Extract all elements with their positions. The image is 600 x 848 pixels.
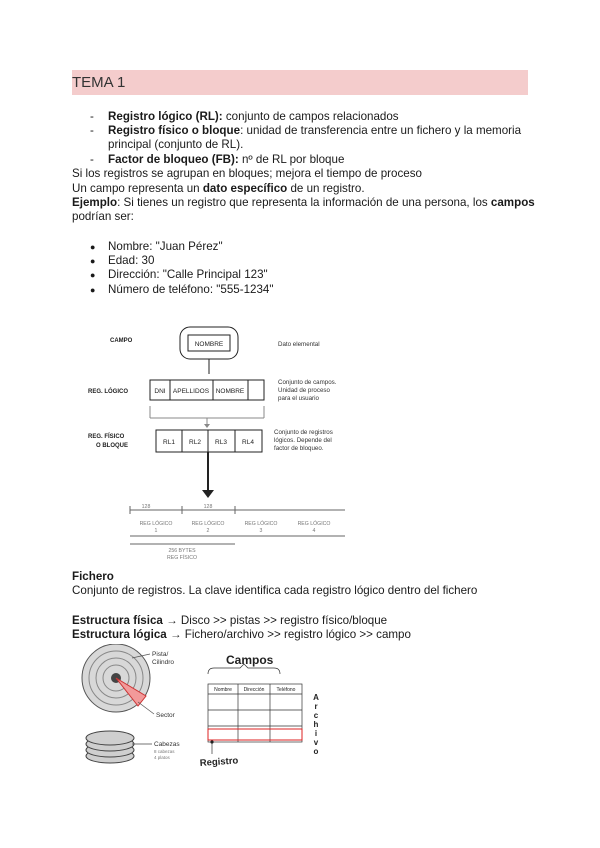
para-bold: dato específico: [202, 182, 288, 195]
para-bold: campos: [490, 196, 535, 209]
cabezas-label: Cabezas: [154, 741, 180, 748]
track-cell: 3: [259, 528, 263, 534]
para-text: : Si tienes un registro que representa la información de una persona, los: [117, 196, 491, 209]
example-label: Ejemplo: [72, 196, 118, 209]
fichero-title: Fichero: [72, 570, 114, 583]
reg-logico-desc: Conjunto de campos.: [278, 379, 337, 386]
table-header: Nombre: [214, 687, 232, 693]
heading-text: TEMA 1: [72, 74, 126, 91]
section-heading: [72, 70, 528, 95]
definition-desc: conjunto de campos relacionados: [222, 110, 399, 123]
table-header: Dirección: [243, 687, 265, 693]
definition-item-1: -: [90, 110, 94, 123]
paragraph-campo: [72, 182, 365, 197]
campo-desc: Dato elemental: [278, 341, 320, 348]
bytes-top: 128: [203, 504, 213, 510]
cabezas-sub: 8 cabezas: [154, 749, 175, 754]
reg-fisico-desc: Conjunto de registros: [274, 429, 333, 436]
archivo-letter: c: [313, 711, 319, 720]
paragraph-blocks: Si los registros se agrupan en bloques; mejora el tiempo de proceso: [72, 167, 422, 180]
track-cell: 4: [312, 528, 316, 534]
reg-logico-desc: Unidad de proceso: [278, 387, 330, 394]
field-item: Número de teléfono: "555-1234": [108, 283, 274, 296]
definition-desc: : unidad de transferencia entre un fichero y la memoria: [240, 124, 522, 137]
estructura-label: Estructura física: [72, 614, 163, 627]
bytes-bottom: REG FÍSICO: [167, 555, 197, 561]
registro-label: Registro: [199, 755, 239, 769]
definition-term: Registro físico o bloque: [108, 124, 241, 137]
estructura-text: → Disco >> pistas >> registro físico/bloque: [162, 614, 388, 627]
pista-label: Pista/: [152, 651, 169, 658]
definition-term: Factor de bloqueo (FB):: [108, 153, 239, 166]
archivo-letter: i: [314, 729, 318, 738]
field-item: Nombre: "Juan Pérez": [108, 240, 223, 253]
archivo-letter: A: [313, 693, 319, 702]
definition-text-1: [108, 110, 399, 125]
highlighted-record: [208, 729, 302, 740]
fichero-text: Conjunto de registros. La clave identifica cada registro lógico dentro del fichero: [72, 584, 478, 597]
bullet-dot: ●: [90, 256, 96, 266]
platters-icon: [86, 731, 152, 763]
estructura-logica: [72, 628, 411, 643]
definition-desc: nº de RL por bloque: [238, 153, 345, 166]
field-item: Dirección: "Calle Principal 123": [108, 268, 268, 281]
sector-label: Sector: [156, 712, 175, 719]
archivo-letter: h: [313, 720, 319, 729]
field-item: Edad: 30: [108, 254, 155, 267]
reg-fisico-desc: lógicos. Depende del: [274, 437, 332, 444]
para-text: Un campo representa un: [72, 182, 203, 195]
estructura-label: Estructura lógica: [72, 628, 167, 641]
definition-text-3: [108, 153, 344, 168]
record-structure-diagram: [80, 322, 380, 562]
bullet-dot: ●: [90, 270, 96, 280]
bullet-dot: ●: [90, 242, 96, 252]
paragraph-example-cont: podrían ser:: [72, 210, 134, 223]
bytes-bottom: 256 BYTES: [168, 548, 196, 554]
para-text: de un registro.: [287, 182, 365, 195]
estructura-text: → Fichero/archivo >> registro lógico >> campo: [166, 628, 411, 641]
reg-logico-desc: para el usuario: [278, 395, 319, 402]
cabezas-sub: 4 platos: [154, 755, 170, 760]
archivo-letter: r: [314, 702, 318, 711]
pista-label: Cilindro: [152, 659, 175, 666]
definition-cont-2: principal (conjunto de RL).: [108, 138, 244, 151]
bytes-top: 128: [141, 504, 151, 510]
archivo-letter: v: [313, 738, 319, 747]
reg-logico-cell: NOMBRE: [215, 388, 245, 395]
track-cell: 1: [154, 528, 158, 534]
archivo-letter: o: [313, 747, 319, 756]
reg-fisico-label: REG. FÍSICO: [88, 434, 125, 440]
track-cell: REG LÓGICO: [297, 521, 331, 527]
reg-fisico-cell: RL1: [163, 439, 175, 446]
track-cell: 2: [206, 528, 210, 534]
track-cell: REG LÓGICO: [244, 521, 278, 527]
definition-term: Registro lógico (RL):: [108, 110, 223, 123]
definition-text-2: [108, 124, 521, 139]
reg-fisico-cell: RL2: [189, 439, 201, 446]
reg-fisico-desc: factor de bloqueo.: [274, 445, 324, 452]
reg-logico-label: REG. LÓGICO: [88, 389, 129, 395]
campo-value: NOMBRE: [194, 341, 224, 348]
campos-title: Campos: [226, 653, 274, 667]
definition-item-2: -: [90, 124, 94, 137]
reg-fisico-cell: RL4: [242, 439, 254, 446]
paragraph-example: [72, 196, 535, 211]
disk-icon: [82, 644, 154, 714]
campo-label: CAMPO: [110, 338, 133, 344]
track-cell: REG LÓGICO: [191, 521, 225, 527]
table-header: Teléfono: [276, 687, 296, 693]
reg-logico-cell: APELLIDOS: [172, 388, 210, 395]
definition-item-3: -: [90, 153, 94, 166]
disk-file-diagram: [80, 644, 330, 769]
reg-fisico-label: O BLOQUE: [96, 443, 129, 449]
reg-fisico-cell: RL3: [215, 439, 227, 446]
estructura-fisica: [72, 614, 387, 629]
reg-logico-cell: DNI: [154, 388, 166, 395]
bullet-dot: ●: [90, 285, 96, 295]
track-cell: REG LÓGICO: [139, 521, 173, 527]
